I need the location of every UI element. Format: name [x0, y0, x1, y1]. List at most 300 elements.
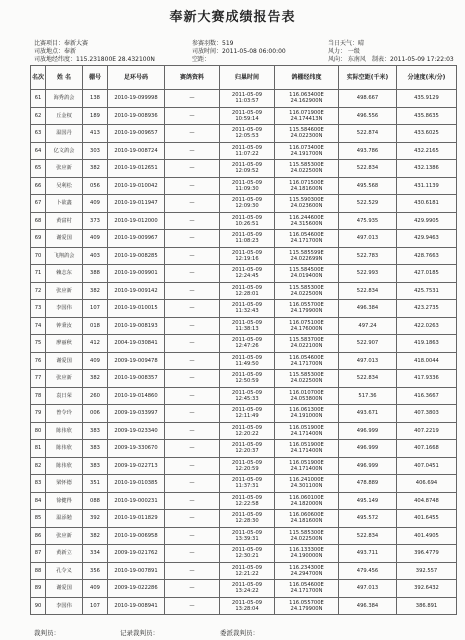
loft-cell: 356 [83, 562, 108, 580]
table-row [31, 370, 457, 388]
name-cell: 陈伟欣 [46, 422, 83, 440]
rank-cell: 86 [31, 527, 46, 545]
ring-cell: 2010-19-010385 [108, 475, 165, 493]
coords-cell: 116.063400E 24.162900N [275, 90, 339, 108]
coords-cell: 115.585599E 24.022699N [275, 247, 339, 265]
name-cell: 丘金权 [46, 107, 83, 125]
table-row [31, 160, 457, 178]
header-rank: 名次 [31, 66, 46, 90]
loft-cell: 138 [83, 90, 108, 108]
ring-cell: 2010-19-008357 [108, 370, 165, 388]
coords-cell: 116.010700E 24.053800N [275, 387, 339, 405]
rank-cell: 90 [31, 597, 46, 615]
distance-cell: 497.013 [339, 580, 397, 598]
speed-cell: 435.8635 [397, 107, 457, 125]
coords-cell: 115.585300E 24.022500N [275, 370, 339, 388]
ring-cell: 2009-19-023340 [108, 422, 165, 440]
ring-cell: 2010-19-000231 [108, 492, 165, 510]
coords-cell: 116.051900E 24.171400N [275, 457, 339, 475]
ring-cell: 2010-19-008941 [108, 597, 165, 615]
name-cell: 谢爱国 [46, 580, 83, 598]
ring-cell: 2010-19-008285 [108, 247, 165, 265]
arrival-time-cell: 2011-05-09 10:59:14 [220, 107, 275, 125]
meta-wind-force: 风力： 一级 [328, 48, 360, 55]
table-row [31, 545, 457, 563]
speed-cell: 427.0185 [397, 265, 457, 283]
distance-cell: 495.568 [339, 177, 397, 195]
ring-cell: 2010-19-007891 [108, 562, 165, 580]
results-table [30, 65, 457, 615]
loft-cell: 409 [83, 352, 108, 370]
speed-cell: 401.6455 [397, 510, 457, 528]
rank-cell: 76 [31, 352, 46, 370]
speed-cell: 401.4905 [397, 527, 457, 545]
arrival-time-cell: 2011-05-09 12:21:22 [220, 562, 275, 580]
table-row [31, 282, 457, 300]
table-row [31, 177, 457, 195]
distance-cell: 496.999 [339, 422, 397, 440]
arrival-time-cell: 2011-05-09 13:39:31 [220, 527, 275, 545]
speed-cell: 433.6025 [397, 125, 457, 143]
loft-cell: 392 [83, 510, 108, 528]
bird-info-cell: — [165, 317, 220, 335]
rank-cell: 81 [31, 440, 46, 458]
loft-cell: 382 [83, 527, 108, 545]
speed-cell: 407.1668 [397, 440, 457, 458]
distance-cell: 495.572 [339, 510, 397, 528]
distance-cell: 497.013 [339, 230, 397, 248]
distance-cell: 522.834 [339, 527, 397, 545]
bird-info-cell: — [165, 177, 220, 195]
bird-info-cell: — [165, 160, 220, 178]
ring-cell: 2009-19-022713 [108, 457, 165, 475]
arrival-time-cell: 2011-05-09 12:11:49 [220, 405, 275, 423]
bird-info-cell: — [165, 562, 220, 580]
rank-cell: 83 [31, 475, 46, 493]
coords-cell: 116.241000E 24.301100N [275, 475, 339, 493]
table-row [31, 387, 457, 405]
bird-info-cell: — [165, 282, 220, 300]
table-row [31, 90, 457, 108]
name-cell: 海秀鸽会 [46, 90, 83, 108]
name-cell: 李国伟 [46, 300, 83, 318]
ring-cell: 2010-19-011829 [108, 510, 165, 528]
coords-cell: 116.071900E 24.174413N [275, 107, 339, 125]
header-speed: 分速度(米/分) [397, 66, 457, 90]
name-cell: 梁怀德 [46, 475, 83, 493]
table-row [31, 265, 457, 283]
distance-cell: 479.456 [339, 562, 397, 580]
loft-cell: 382 [83, 370, 108, 388]
speed-cell: 431.1139 [397, 177, 457, 195]
distance-cell: 493.786 [339, 142, 397, 160]
rank-cell: 82 [31, 457, 46, 475]
loft-cell: 413 [83, 125, 108, 143]
bird-info-cell: — [165, 597, 220, 615]
coords-cell: 116.055700E 24.179900N [275, 300, 339, 318]
loft-cell: 409 [83, 580, 108, 598]
rank-cell: 73 [31, 300, 46, 318]
table-row [31, 597, 457, 615]
distance-cell: 475.935 [339, 212, 397, 230]
table-row [31, 195, 457, 213]
bird-info-cell: — [165, 125, 220, 143]
distance-cell: 517.36 [339, 387, 397, 405]
coords-cell: 116.073400E 24.191700N [275, 142, 339, 160]
speed-cell: 407.3803 [397, 405, 457, 423]
coords-cell: 115.584500E 24.019400N [275, 265, 339, 283]
arrival-time-cell: 2011-05-09 11:03:57 [220, 90, 275, 108]
table-row [31, 527, 457, 545]
loft-cell: 383 [83, 457, 108, 475]
arrival-time-cell: 2011-05-09 11:49:50 [220, 352, 275, 370]
footer-judge: 裁判员： [34, 629, 60, 637]
ring-cell: 2010-19-011947 [108, 195, 165, 213]
loft-cell: 107 [83, 300, 108, 318]
arrival-time-cell: 2011-05-09 11:37:31 [220, 475, 275, 493]
ring-cell: 2004-19-030841 [108, 335, 165, 353]
meta-weather: 当日天气：晴 [328, 40, 365, 47]
distance-cell: 497.013 [339, 352, 397, 370]
loft-cell: 382 [83, 282, 108, 300]
ring-cell: 2010-19-009901 [108, 265, 165, 283]
rank-cell: 89 [31, 580, 46, 598]
loft-cell: 006 [83, 405, 108, 423]
arrival-time-cell: 2011-05-09 12:50:59 [220, 370, 275, 388]
table-row [31, 562, 457, 580]
arrival-time-cell: 2011-05-09 12:28:30 [220, 510, 275, 528]
arrival-time-cell: 2011-05-09 11:07:22 [220, 142, 275, 160]
table-row [31, 107, 457, 125]
name-cell: 黄富村 [46, 212, 83, 230]
arrival-time-cell: 2011-05-09 12:09:30 [220, 195, 275, 213]
bird-info-cell: — [165, 335, 220, 353]
speed-cell: 418.0044 [397, 352, 457, 370]
speed-cell: 392.6432 [397, 580, 457, 598]
rank-cell: 85 [31, 510, 46, 528]
name-cell: 陈伟欣 [46, 457, 83, 475]
table-row [31, 212, 457, 230]
report-title: 奉新大赛成绩报告表 [169, 10, 296, 25]
name-cell: 黄新立 [46, 545, 83, 563]
name-cell: 张应新 [46, 160, 83, 178]
header-bird-info: 赛鸽资料 [165, 66, 220, 90]
speed-cell: 432.2165 [397, 142, 457, 160]
header-ring: 足环号码 [108, 66, 165, 90]
table-row [31, 405, 457, 423]
ring-cell: 2010-19-009657 [108, 125, 165, 143]
table-row [31, 352, 457, 370]
bird-info-cell: — [165, 387, 220, 405]
bird-info-cell: — [165, 527, 220, 545]
arrival-time-cell: 2011-05-09 12:20:37 [220, 440, 275, 458]
speed-cell: 406.694 [397, 475, 457, 493]
name-cell: 谢爱国 [46, 230, 83, 248]
coords-cell: 116.054600E 24.171700N [275, 230, 339, 248]
loft-cell: 383 [83, 440, 108, 458]
meta-wind-direction: 风向： 东南风 [328, 56, 366, 63]
ring-cell: 2010-19-012000 [108, 212, 165, 230]
arrival-time-cell: 2011-05-09 12:45:33 [220, 387, 275, 405]
meta-report-time: 制表：2011-05-09 17:22:03 [372, 56, 454, 63]
loft-cell: 056 [83, 177, 108, 195]
distance-cell: 496.384 [339, 597, 397, 615]
speed-cell: 396.4779 [397, 545, 457, 563]
speed-cell: 419.1863 [397, 335, 457, 353]
rank-cell: 71 [31, 265, 46, 283]
header-loft-coords: 鸽棚经纬度 [275, 66, 339, 90]
distance-cell: 478.889 [339, 475, 397, 493]
distance-cell: 522.834 [339, 160, 397, 178]
rank-cell: 61 [31, 90, 46, 108]
bird-info-cell: — [165, 195, 220, 213]
table-row [31, 422, 457, 440]
bird-info-cell: — [165, 352, 220, 370]
meta-event: 比赛项目：奉新大赛 [34, 40, 89, 47]
loft-cell: 403 [83, 247, 108, 265]
speed-cell: 386.891 [397, 597, 457, 615]
table-row [31, 125, 457, 143]
header-distance: 实际空距(千米) [339, 66, 397, 90]
name-cell: 孔令义 [46, 562, 83, 580]
arrival-time-cell: 2011-05-09 12:24:45 [220, 265, 275, 283]
coords-cell: 116.061300E 24.191000N [275, 405, 339, 423]
header-name: 姓 名 [46, 66, 83, 90]
bird-info-cell: — [165, 545, 220, 563]
rank-cell: 79 [31, 405, 46, 423]
arrival-time-cell: 2011-05-09 10:26:51 [220, 212, 275, 230]
name-cell: 陈伟欣 [46, 440, 83, 458]
rank-cell: 78 [31, 387, 46, 405]
arrival-time-cell: 2011-05-09 11:32:43 [220, 300, 275, 318]
rank-cell: 63 [31, 125, 46, 143]
coords-cell: 116.060100E 24.182000N [275, 492, 339, 510]
distance-cell: 496.999 [339, 440, 397, 458]
bird-info-cell: — [165, 440, 220, 458]
table-row [31, 492, 457, 510]
distance-cell: 496.999 [339, 457, 397, 475]
meta-release-place: 司放地点：奉新 [34, 48, 77, 55]
speed-cell: 423.2735 [397, 300, 457, 318]
coords-cell: 116.244600E 24.315600N [275, 212, 339, 230]
ring-cell: 2010-19-008936 [108, 107, 165, 125]
loft-cell: 409 [83, 230, 108, 248]
loft-cell: 412 [83, 335, 108, 353]
rank-cell: 77 [31, 370, 46, 388]
distance-cell: 522.834 [339, 370, 397, 388]
name-cell: 袁日荣 [46, 387, 83, 405]
ring-cell: 2010-19-009142 [108, 282, 165, 300]
ring-cell: 2010-19-009967 [108, 230, 165, 248]
loft-cell: 334 [83, 545, 108, 563]
coords-cell: 115.583700E 24.022100N [275, 335, 339, 353]
arrival-time-cell: 2011-05-09 12:19:16 [220, 247, 275, 265]
coords-cell: 116.071500E 24.181600N [275, 177, 339, 195]
rank-cell: 88 [31, 562, 46, 580]
loft-cell: 189 [83, 107, 108, 125]
bird-info-cell: — [165, 405, 220, 423]
bird-info-cell: — [165, 580, 220, 598]
ring-cell: 2009-19-009478 [108, 352, 165, 370]
arrival-time-cell: 2011-05-09 12:22:58 [220, 492, 275, 510]
name-cell: 吴利松 [46, 177, 83, 195]
ring-cell: 2010-19-008193 [108, 317, 165, 335]
rank-cell: 72 [31, 282, 46, 300]
name-cell: 赖志东 [46, 265, 83, 283]
loft-cell: 107 [83, 597, 108, 615]
ring-cell: 2010-19-010042 [108, 177, 165, 195]
name-cell: 张应新 [46, 527, 83, 545]
arrival-time-cell: 2011-05-09 11:09:30 [220, 177, 275, 195]
name-cell: 飞翔鸽会 [46, 247, 83, 265]
speed-cell: 407.2219 [397, 422, 457, 440]
name-cell: 张应新 [46, 282, 83, 300]
loft-cell: 303 [83, 142, 108, 160]
bird-info-cell: — [165, 212, 220, 230]
speed-cell: 425.7531 [397, 282, 457, 300]
coords-cell: 116.075100E 24.176000N [275, 317, 339, 335]
ring-cell: 2009-19-330670 [108, 440, 165, 458]
table-row [31, 510, 457, 528]
distance-cell: 522.529 [339, 195, 397, 213]
bird-info-cell: — [165, 142, 220, 160]
rank-cell: 75 [31, 335, 46, 353]
loft-cell: 409 [83, 195, 108, 213]
ring-cell: 2010-19-012651 [108, 160, 165, 178]
distance-cell: 493.671 [339, 405, 397, 423]
coords-cell: 116.133300E 24.190000N [275, 545, 339, 563]
bird-info-cell: — [165, 265, 220, 283]
bird-info-cell: — [165, 300, 220, 318]
meta-distance: 空距： [192, 56, 211, 63]
distance-cell: 497.24 [339, 317, 397, 335]
rank-cell: 62 [31, 107, 46, 125]
loft-cell: 373 [83, 212, 108, 230]
rank-cell: 66 [31, 177, 46, 195]
distance-cell: 522.907 [339, 335, 397, 353]
bird-info-cell: — [165, 457, 220, 475]
ring-cell: 2009-19-033997 [108, 405, 165, 423]
bird-info-cell: — [165, 492, 220, 510]
coords-cell: 116.055700E 24.179900N [275, 597, 339, 615]
arrival-time-cell: 2011-05-09 13:24:22 [220, 580, 275, 598]
table-row [31, 247, 457, 265]
distance-cell: 496.556 [339, 107, 397, 125]
loft-cell: 351 [83, 475, 108, 493]
coords-cell: 115.585300E 24.022500N [275, 282, 339, 300]
coords-cell: 116.051900E 24.171400N [275, 440, 339, 458]
bird-info-cell: — [165, 230, 220, 248]
speed-cell: 417.9336 [397, 370, 457, 388]
speed-cell: 429.9463 [397, 230, 457, 248]
ring-cell: 2009-19-022286 [108, 580, 165, 598]
bird-info-cell: — [165, 422, 220, 440]
name-cell: 张应新 [46, 370, 83, 388]
distance-cell: 495.149 [339, 492, 397, 510]
meta-release-time: 司放时间：2011-05-08 06:00:00 [192, 48, 286, 55]
footer-recorder: 记录裁判员： [120, 629, 159, 637]
bird-info-cell: — [165, 90, 220, 108]
speed-cell: 428.7663 [397, 247, 457, 265]
name-cell: 温添勉 [46, 510, 83, 528]
name-cell: 钟秉汝 [46, 317, 83, 335]
arrival-time-cell: 2011-05-09 12:09:52 [220, 160, 275, 178]
coords-cell: 115.590300E 24.023600N [275, 195, 339, 213]
loft-cell: 388 [83, 265, 108, 283]
rank-cell: 69 [31, 230, 46, 248]
table-row [31, 300, 457, 318]
ring-cell: 2010-19-099998 [108, 90, 165, 108]
coords-cell: 116.051900E 24.171400N [275, 422, 339, 440]
rank-cell: 65 [31, 160, 46, 178]
ring-cell: 2010-19-008724 [108, 142, 165, 160]
loft-cell: 260 [83, 387, 108, 405]
speed-cell: 416.3667 [397, 387, 457, 405]
ring-cell: 2009-19-021762 [108, 545, 165, 563]
distance-cell: 522.834 [339, 282, 397, 300]
name-cell: 曾令玲 [46, 405, 83, 423]
arrival-time-cell: 2011-05-09 12:28:01 [220, 282, 275, 300]
coords-cell: 115.585300E 24.022500N [275, 527, 339, 545]
ring-cell: 2010-19-014860 [108, 387, 165, 405]
arrival-time-cell: 2011-05-09 13:28:04 [220, 597, 275, 615]
speed-cell: 432.1386 [397, 160, 457, 178]
table-row [31, 142, 457, 160]
coords-cell: 116.060600E 24.181600N [275, 510, 339, 528]
coords-cell: 116.234300E 24.294700N [275, 562, 339, 580]
arrival-time-cell: 2011-05-09 12:20:59 [220, 457, 275, 475]
table-row [31, 475, 457, 493]
name-cell: 温国丹 [46, 125, 83, 143]
rank-cell: 64 [31, 142, 46, 160]
name-cell: 亿文鸽会 [46, 142, 83, 160]
bird-info-cell: — [165, 510, 220, 528]
arrival-time-cell: 2011-05-09 12:05:53 [220, 125, 275, 143]
meta-release-coords: 司放地经纬度：115.231800E 28.432100N [34, 56, 155, 63]
table-header-row [31, 66, 457, 90]
loft-cell: 382 [83, 160, 108, 178]
table-row [31, 580, 457, 598]
loft-cell: 088 [83, 492, 108, 510]
speed-cell: 429.9905 [397, 212, 457, 230]
bird-info-cell: — [165, 475, 220, 493]
loft-cell: 018 [83, 317, 108, 335]
speed-cell: 435.9129 [397, 90, 457, 108]
table-row [31, 335, 457, 353]
rank-cell: 87 [31, 545, 46, 563]
coords-cell: 115.585300E 24.022500N [275, 160, 339, 178]
arrival-time-cell: 2011-05-09 11:38:13 [220, 317, 275, 335]
meta-entries: 参赛羽数：519 [192, 40, 234, 47]
rank-cell: 74 [31, 317, 46, 335]
rank-cell: 70 [31, 247, 46, 265]
distance-cell: 522.783 [339, 247, 397, 265]
speed-cell: 430.6181 [397, 195, 457, 213]
name-cell: 李国伟 [46, 597, 83, 615]
rank-cell: 67 [31, 195, 46, 213]
name-cell: 廖丽秋 [46, 335, 83, 353]
coords-cell: 116.054600E 24.171700N [275, 580, 339, 598]
speed-cell: 422.0263 [397, 317, 457, 335]
loft-cell: 383 [83, 422, 108, 440]
rank-cell: 68 [31, 212, 46, 230]
distance-cell: 498.667 [339, 90, 397, 108]
footer-committee: 委派裁判员： [220, 629, 259, 637]
table-row [31, 230, 457, 248]
header-loft: 棚号 [83, 66, 108, 90]
table-row [31, 440, 457, 458]
distance-cell: 493.711 [339, 545, 397, 563]
